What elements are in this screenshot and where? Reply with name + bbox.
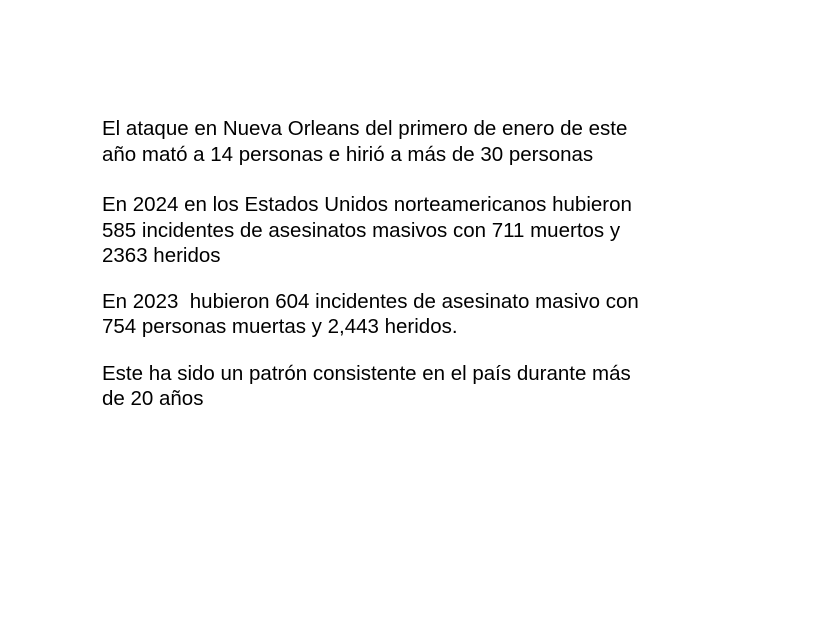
text-body	[102, 116, 722, 412]
paragraph-new-orleans-attack: El ataque en Nueva Orleans del primero de enero de este año mató a 14 personas e hirió a más de 30 personas	[102, 117, 628, 166]
paragraph-2024-statistics: En 2024 en los Estados Unidos norteamericanos hubieron 585 incidentes de asesinatos masivos con 711 muertos y 2363 heridos	[102, 193, 632, 267]
paragraph-2023-statistics: En 2023 hubieron 604 incidentes de asesinato masivo con 754 personas muertas y 2,443 heridos.	[102, 289, 639, 338]
paragraph-consistent-pattern: Este ha sido un patrón consistente en el país durante más de 20 años	[102, 361, 631, 410]
